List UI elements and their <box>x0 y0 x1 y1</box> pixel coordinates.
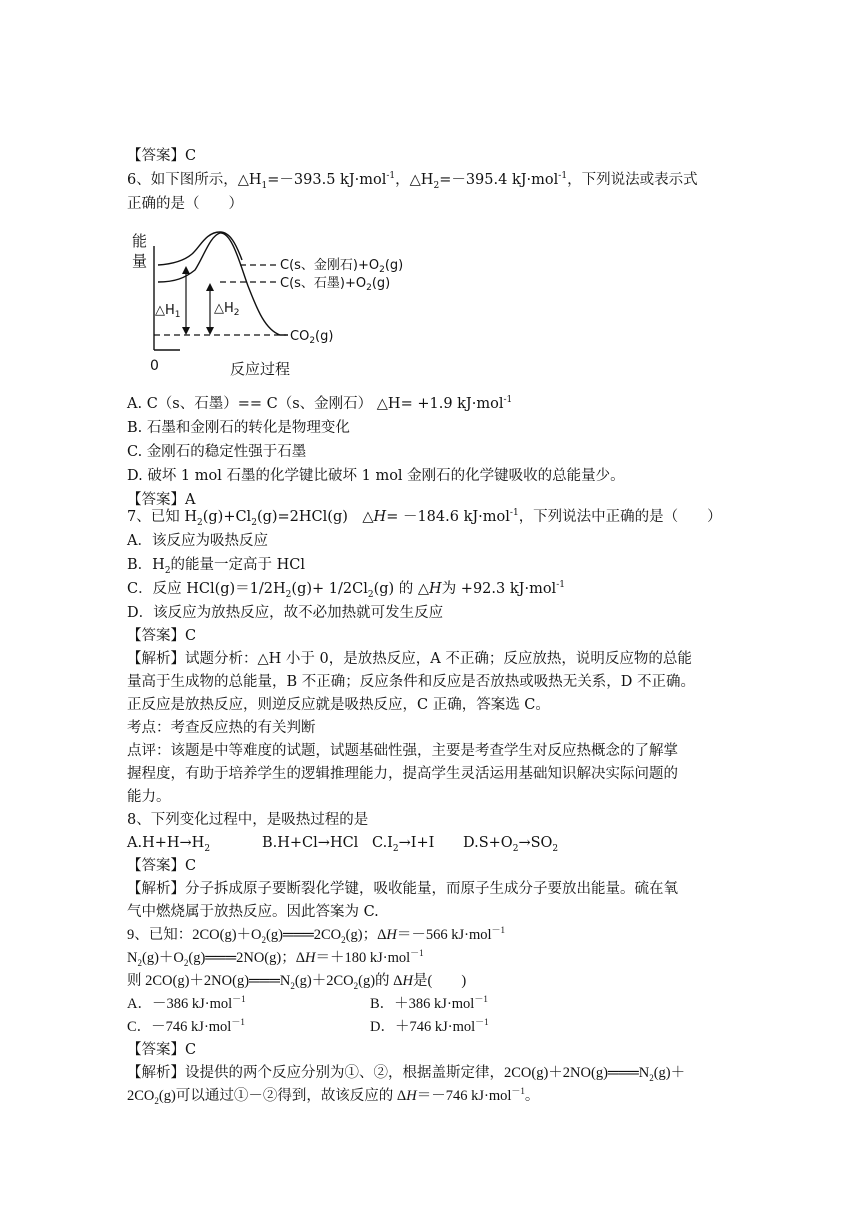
q7-comment-line1: 点评：该题是中等难度的试题，试题基础性强，主要是考查学生对反应热概念的了解掌 <box>127 743 678 759</box>
q9-option-d: D．＋746 kJ·mol$^{-1}$ <box>370 1017 489 1035</box>
q9-given-line2: $N_2(g)+O_2(g)═══2NO(g)$；ΔH＝＋180 kJ·mol$^{-1}$ <box>127 948 424 968</box>
q6-option-a: A. C（s、石墨）== C（s、金刚石） △H= +1.9 kJ·mol$^{-1}$ <box>127 395 513 412</box>
q9-question: 则 $2CO(g)+2NO(g)═══N_2(g)+2CO_2(g)$的 ΔH是( ) <box>127 973 467 991</box>
q7-analysis-line1: 【解析】试题分析：△H 小于 0，是放热反应，A 不正确；反应放热，说明反应物的总能 <box>127 651 692 667</box>
q5-answer: 【答案】C <box>127 148 197 164</box>
q8-stem: 8、下列变化过程中，是吸热过程的是 <box>127 812 369 828</box>
y-label-1: 能 <box>132 232 148 250</box>
q9-given-line1: 9、已知：$2CO(g)+O_2(g)═══2CO_2(g)$；ΔH＝－566 kJ·mol$^{-1}$ <box>127 925 506 945</box>
q7-option-a: A．该反应为吸热反应 <box>127 533 268 549</box>
energy-diagram <box>130 224 440 382</box>
q7-comment-line2: 握程度，有助于培养学生的逻辑推理能力，提高学生灵活运用基础知识解决实际问题的 <box>127 766 678 782</box>
q7-kaodian: 考点：考查反应热的有关判断 <box>127 720 316 736</box>
dh1-arrowhead-bottom <box>182 327 190 335</box>
dh2-arrowhead-top <box>206 283 214 291</box>
q9-option-b: B．＋386 kJ·mol$^{-1}$ <box>370 994 488 1012</box>
q9-option-c: C．－746 kJ·mol$^{-1}$ <box>127 1017 245 1035</box>
q8-option-a: $A.H+H\to H_2$ <box>127 835 211 854</box>
q7-analysis-line3: 正反应是放热反应，则逆反应就是吸热反应，C 正确，答案选 C。 <box>127 697 550 713</box>
q7-answer: 【答案】C <box>127 628 197 644</box>
q7-option-d: D．该反应为放热反应，故不必加热就可发生反应 <box>127 605 444 621</box>
y-label-2: 量 <box>132 252 148 270</box>
dh2-arrowhead-bottom <box>206 327 214 335</box>
x-label: 反应过程 <box>230 360 291 378</box>
q7-option-b: B．$H_2$的能量一定高于 HCl <box>127 557 306 576</box>
q7-stem: 7、已知 $H_2(g)+Cl_2(g)=2HCl(g)$ △H= －184.6 kJ·mol$^{-1}$，下列说法中正确的是（ ） <box>127 508 722 528</box>
q8-answer: 【答案】C <box>127 858 197 874</box>
q8-option-b: B.H+Cl→HCl <box>262 835 359 851</box>
q6-answer: 【答案】A <box>127 492 196 508</box>
graphite-label: C(s、石墨)$+O_2(g)$ <box>280 276 391 293</box>
q8-option-c: $C.I_2\to I+I$ <box>372 835 435 854</box>
q6-option-d: D. 破坏 1 mol 石墨的化学键比破坏 1 mol 金刚石的化学键吸收的总能量少。 <box>127 468 625 484</box>
q9-option-a: A．－386 kJ·mol$^{-1}$ <box>127 994 246 1012</box>
q7-comment-line3: 能力。 <box>127 789 171 805</box>
q9-answer: 【答案】C <box>127 1042 197 1058</box>
dh1-label: $\triangle H_1$ <box>155 303 181 320</box>
q8-option-d: $D.S+O_2\to SO_2$ <box>463 835 559 854</box>
q7-option-c: C．反应 $HCl(g)=1/2H_2(g)+ 1/2Cl_2(g)$ 的 △H为 +92.3 kJ·mol$^{-1}$ <box>127 580 565 600</box>
q6-option-b: B. 石墨和金刚石的转化是物理变化 <box>127 420 350 436</box>
dh2-label: $\triangle H_2$ <box>214 301 240 318</box>
co2-label: $CO_2(g)$ <box>290 329 334 346</box>
origin-label: 0 <box>150 358 159 374</box>
q7-analysis-line2: 量高于生成物的总能量，B 不正确；反应条件和反应是否放热或吸热无关系，D 不正确。 <box>127 674 695 690</box>
q6-stem-line2: 正确的是（ ） <box>127 196 243 212</box>
q8-analysis-line1: 【解析】分子拆成原子要断裂化学键，吸收能量，而原子生成分子要放出能量。硫在氧 <box>127 881 678 897</box>
diamond-label: C(s、金刚石)$+O_2(g)$ <box>280 258 404 275</box>
q6-stem-line1: 6、如下图所示，$\triangle H_1=-393.5$ kJ·mol$^{-1}$，$\triangle H_2=-395.4$ kJ·mol$^{-1}$，下列说法或表示式 <box>127 171 698 191</box>
q9-analysis-line1: 【解析】设提供的两个反应分别为①、②，根据盖斯定律，$2CO(g)+2NO(g)═══N_2(g)+$ <box>127 1065 686 1083</box>
q8-analysis-line2: 气中燃烧属于放热反应。因此答案为 C. <box>127 904 379 920</box>
q9-analysis-line2: $2CO_2(g)$可以通过①－②得到，故该反应的 ΔH＝－746 kJ·mol$^{-1}$。 <box>127 1086 540 1106</box>
dh1-arrowhead-top <box>182 266 190 274</box>
q6-option-c: C. 金刚石的稳定性强于石墨 <box>127 444 307 460</box>
